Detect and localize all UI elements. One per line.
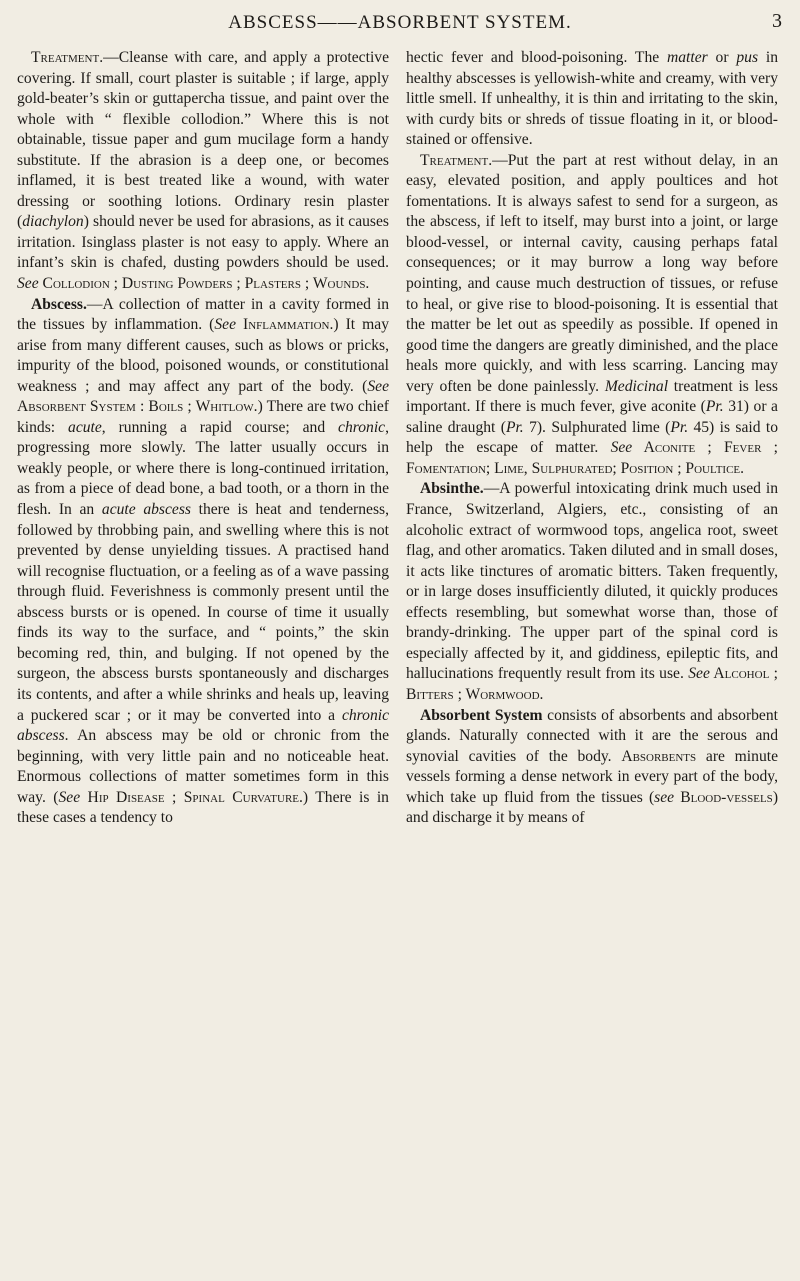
cross-references: Alcohol ; Bitters ; Wormwood.	[406, 665, 778, 703]
abscess-treatment-paragraph: Treatment.—Put the part at rest without delay, in an easy, elevated position, and apply poultices and hot fomentations. It is always safest to send for a surgeon, as the abscess, if left to itself, may burst into a joint, or large blood-vessel, or internal cavity, causing perhaps fatal consequences; or it may burrow a long way before pointing, and cause much destruction of tissues, or refuse to heal, or give rise to blood-poisoning. It is essential that the matter be let out as speedily as possible. If opened in good time the dangers are greatly diminished, and the place heals more quickly, and with less scarring. Lancing may very often be done painlessly. Medicinal treatment is less important. If there is much fever, give aconite (Pr. 31) or a saline draught (Pr. 7). Sulphurated lime (Pr. 45) is said to help the escape of matter. See Aconite ; Fever ; Fomentation; Lime, Sulphurated; Position ; Poultice.	[406, 151, 778, 477]
absorbent-system-entry: Absorbent System consists of absorbents and absorbent glands. Naturally connected with it are the serous and synovial cavities of the body. Absorbents are minute vessels forming a dense network in every part of the body, which take up fluid from the tissues (see Blood-vessels) and discharge it by means of	[406, 706, 778, 827]
right-column	[406, 48, 778, 1278]
treatment-lead: Treatment.	[420, 151, 493, 169]
running-head: ABSCESS——ABSORBENT SYSTEM.	[228, 12, 572, 33]
text-columns	[0, 48, 800, 1278]
left-column	[17, 48, 389, 1278]
abscess-continuation: hectic fever and blood-poisoning. The matter or pus in healthy abscesses is yellowish-white and creamy, with very little smell. If unhealthy, it is thin and irritating to the skin, with curdy bits or shreds of tissue floating in it, or blood-stained or offensive.	[406, 49, 778, 149]
treatment-lead: Treatment.	[31, 49, 104, 66]
cross-references: Collodion ; Dusting Powders ; Plasters ; Wounds.	[38, 275, 370, 293]
headword-absorbent-system: Absorbent System	[420, 706, 543, 724]
abscess-entry: Abscess.—A collection of matter in a cavity formed in the tissues by inflammation. (See Inflammation.) It may arise from many different causes, such as blows or pricks, impurity of the blood, poisoned wounds, or constitutional weakness ; and may affect any part of the body. (See Absorbent System : Boils ; Whitlow.) There are two chief kinds: acute, running a rapid course; and chronic, progressing more slowly. The latter usually occurs in weakly people, or where there is long-continued irritation, as from a piece of dead bone, a bad tooth, or a thorn in the flesh. In an acute abscess there is heat and tenderness, followed by throbbing pain, and swelling where this is not prevented by dense unyielding tissues. A practised hand will recognise fluctuation, or a feeling as of a wave passing through fluid. Feverishness is commonly present until the abscess bursts or is opened. In course of time it usually finds its way to the surface, and “ points,” the skin becoming red, thin, and bulging. If not opened by the surgeon, the abscess bursts spontaneously and discharges its contents, and after a while shrinks and heals up, leaving a puckered scar ; or it may be converted into a chronic abscess. An abscess may be old or chronic from the beginning, with very little pain and no noticeable heat. Enormous collections of matter sometimes form in this way. (See Hip Disease ; Spinal Curvature.) There is in these cases a tendency to	[17, 295, 389, 827]
headword-absinthe: Absinthe.	[420, 480, 484, 498]
page-number: 3	[772, 10, 782, 32]
absinthe-entry: Absinthe.—A powerful intoxicating drink much used in France, Switzerland, Algiers, etc., consisting of an alcoholic extract of wormwood tops, angelica root, sweet flag, and other aromatics. Taken diluted and in small doses, it acts like tinctures of aromatic bitters. Taken frequently, or in large doses insufficiently diluted, it quickly produces effects resembling, but somewhat worse than, those of brandy-drinking. The upper part of the spinal cord is especially affected by it, and giddiness, epileptic fits, and hallucinations frequently result from its use. See Alcohol ; Bitters ; Wormwood.	[406, 480, 778, 703]
cross-references: Aconite ; Fever ; Fomentation; Lime, Sulphurated; Position ; Poultice.	[406, 439, 778, 477]
abrasion-treatment-paragraph: Treatment.—Cleanse with care, and apply a protective covering. If small, court plaster is suitable ; if large, apply gold-beater’s skin or guttapercha tissue, and paint over the whole with “ flexible collodion.” Where this is not obtainable, tissue paper and gum mucilage form a handy substitute. If the abrasion is a deep one, or becomes inflamed, it is best treated like a wound, with water dressing or soothing lotions. Ordinary resin plaster (diachylon) should never be used for abrasions, as it causes irritation. Isinglass plaster is not easy to apply. Where an infant’s skin is chafed, dusting powders should be used. See Collodion ; Dusting Powders ; Plasters ; Wounds.	[17, 49, 389, 293]
headword-abscess: Abscess.	[31, 295, 87, 313]
page-header	[0, 6, 800, 40]
